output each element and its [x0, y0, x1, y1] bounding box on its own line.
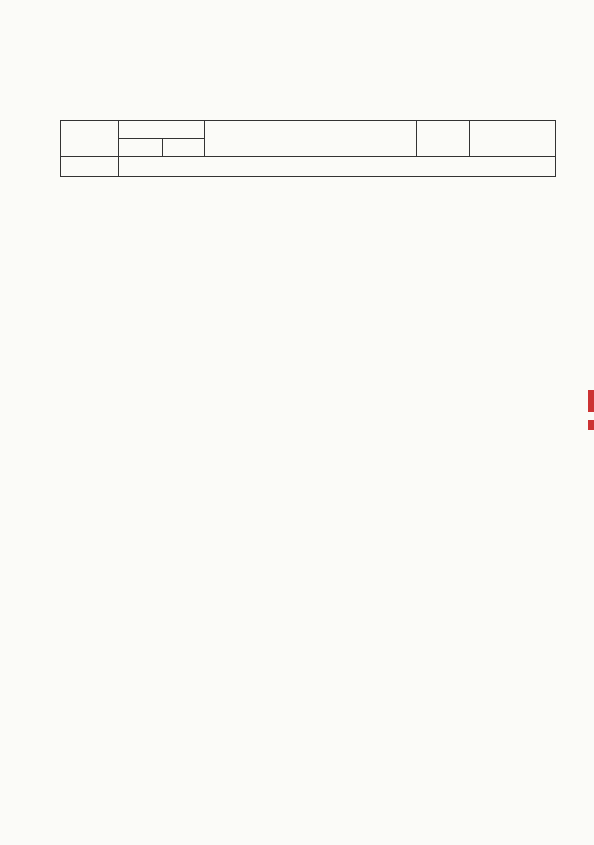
col-standard-header	[205, 121, 417, 157]
section-label	[119, 157, 556, 177]
col-limit-header	[417, 121, 470, 157]
col-name-header	[163, 139, 205, 157]
col-category-header	[61, 121, 119, 157]
table-header-row-1	[61, 121, 556, 139]
col-product-header	[119, 121, 205, 139]
scope-table	[60, 120, 556, 177]
section-number	[61, 157, 119, 177]
col-note-header	[470, 121, 556, 157]
col-seq-header	[119, 139, 163, 157]
seal-edge-mark	[588, 390, 594, 412]
section-row-solid-waste	[61, 157, 556, 177]
seal-edge-mark	[588, 420, 594, 430]
